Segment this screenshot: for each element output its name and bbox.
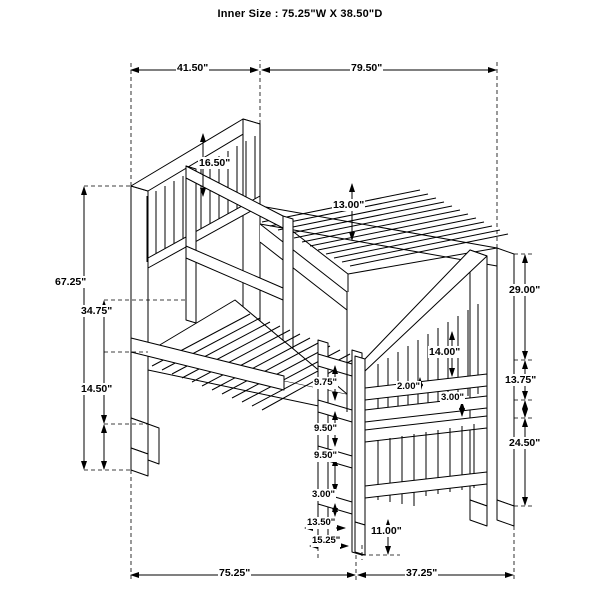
- dim-rail-thickness: 2.00": [397, 381, 420, 392]
- dim-right-lower-height: 24.50": [509, 437, 541, 449]
- dim-upper-slat-gap: 13.00": [333, 199, 365, 211]
- dim-top-right-width: 79.50": [351, 62, 383, 74]
- dim-ladder-bottom: 3.00": [312, 489, 335, 500]
- dim-ladder-step-3: 9.50": [314, 450, 337, 461]
- dim-ladder-clearance: 11.00": [371, 525, 402, 537]
- dim-end-rail-height: 14.00": [429, 346, 461, 358]
- extension-lines: [84, 60, 534, 580]
- dim-bottom-left-width: 75.25": [219, 567, 251, 579]
- dim-ladder-depth: 13.50": [307, 517, 336, 528]
- dim-guardrail-height: 16.50": [199, 157, 231, 169]
- dim-right-middle-height: 13.75": [505, 374, 537, 386]
- dim-right-gap: 3.00": [441, 392, 464, 403]
- dim-right-upper-height: 29.00": [509, 284, 541, 296]
- dimension-arrows: [84, 70, 525, 575]
- page-title: Inner Size : 75.25"W X 38.50"D: [217, 8, 383, 20]
- dim-ladder-step-1: 9.75": [314, 377, 337, 388]
- dim-upper-deck-height: 34.75": [81, 305, 113, 317]
- dim-overall-height: 67.25": [55, 276, 87, 288]
- dim-top-left-width: 41.50": [177, 62, 209, 74]
- dim-ladder-width: 15.25": [312, 535, 341, 546]
- dim-ladder-step-2: 9.50": [314, 423, 337, 434]
- dim-bottom-right-width: 37.25": [406, 567, 438, 579]
- dim-lower-deck-height: 14.50": [81, 383, 113, 395]
